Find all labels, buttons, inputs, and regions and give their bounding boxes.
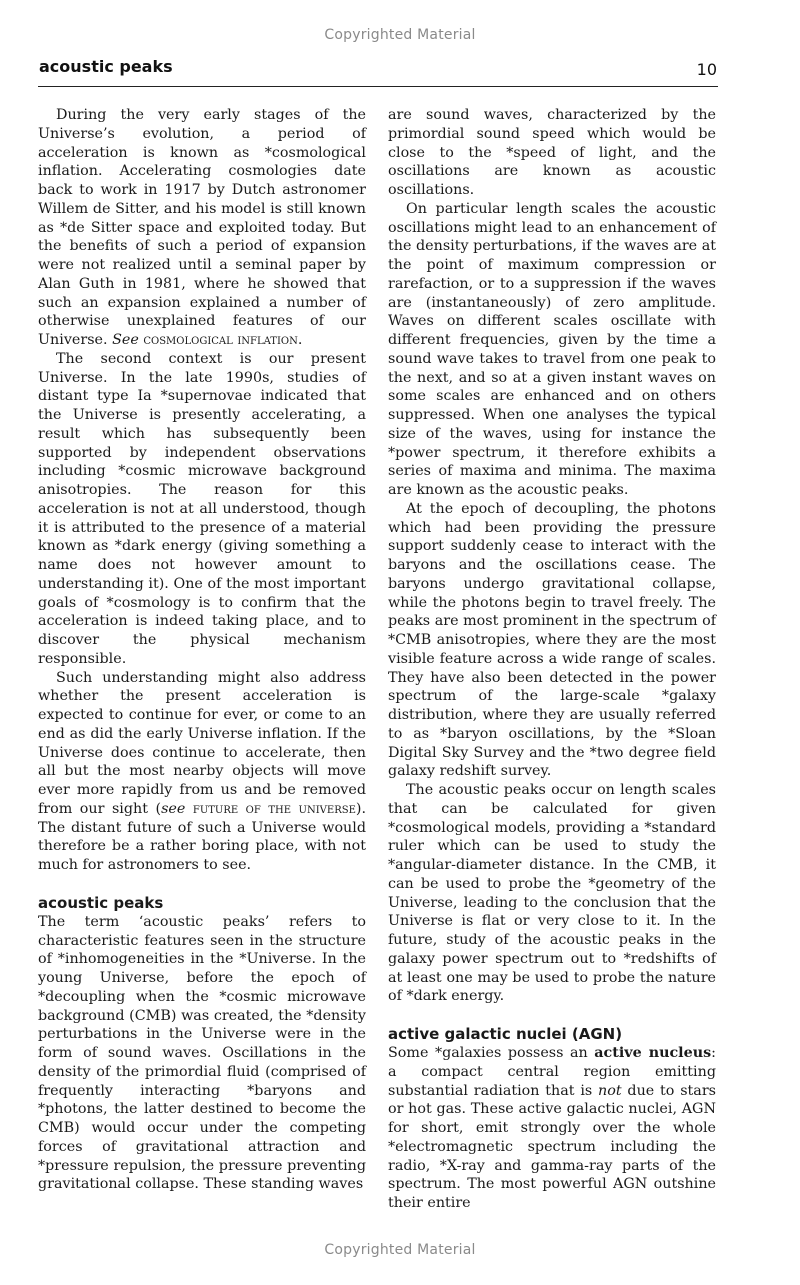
see-reference-label: see <box>161 800 186 817</box>
cross-reference-link[interactable]: future of the universe <box>192 800 356 817</box>
entry-heading-acoustic-peaks: acoustic peaks <box>38 893 164 912</box>
entry-heading-agn: active galactic nuclei (AGN) <box>388 1025 623 1043</box>
running-head-title: acoustic peaks <box>39 57 173 76</box>
paragraph-inflation: During the very early stages of the Universe’s evolution, a period of acceleration is known as *cosmological inflation. Accelerating cosmologies date back to work in 1917 by Dutch astronomer Willem de Sitter, and his model is still known as *de Sitter space and exploited today. But the benefits of such a period of expansion were not realized until a seminal paper by Alan Guth in 1981, where he showed that such an expansion explained a number of otherwise unexplained features of our Universe. See cosmological inflation. <box>38 107 366 348</box>
paragraph-present-universe: The second context is our present Universe. In the late 1990s, studies of distant type Ia *supernovae indicated that the Universe is presently accelerating, a result which has subsequently been supported by independent observations including *cosmic microwave background anisotropies. The reason for this acceleration is not at all understood, though it is attributed to the presence of a material known as *dark energy (giving something a name does not however amount to understanding it). One of the most important goals of *cosmology is to confirm that the acceleration is indeed taking place, and to discover the physical mechanism responsible. <box>38 350 366 667</box>
paragraph-sound-waves: are sound waves, characterized by the primordial sound speed which would be close to the *speed of light, and the oscillations are known as acoustic oscillations. <box>388 107 716 198</box>
paragraph-standard-ruler: The acoustic peaks occur on length scales that can be calculated for given *cosmological models, providing a *standard ruler which can be used to study the *angular-diameter distance. In the CMB, it can be used to probe the *geometry of the Universe, leading to the conclusion that the Universe is flat or very close to it. In the future, study of the acoustic peaks in the galaxy power spectrum out to *redshifts of at least one may be used to probe the nature of *dark energy. <box>388 782 716 1005</box>
see-reference-label: See <box>112 332 139 348</box>
copyright-watermark-top: Copyrighted Material <box>324 27 476 43</box>
paragraph-length-scales: On particular length scales the acoustic oscillations might lead to an enhancement of the density perturbations, if the waves are at the point of maximum compression or rarefaction, or to a suppression if the waves are (instantaneously) of zero amplitude. Waves on different scales oscillate with different frequencies, given by the time a sound wave takes to travel from one peak to the next, and so at a given instant waves on some scales are enhanced and on others suppressed. When one analyses the typical size of the waves, using for instance the *power spectrum, it therefore exhibits a series of maxima and minima. The maxima are known as the acoustic peaks. <box>388 200 716 498</box>
paragraph-acoustic-peaks-intro: The term ‘acoustic peaks’ refers to characteristic features seen in the structure of *inhomogeneities in the *Universe. In the young Universe, before the epoch of *decoupling when the *cosmic microwave background (CMB) was created, the *density perturbations in the Universe were in the form of sound waves. Oscillations in the density of the primordial fluid (comprised of frequently interacting *baryons and *photons, the latter destined to become the CMB) would occur under the competing forces of gravitational attraction and *pressure repulsion, the pressure preventing gravitational collapse. These standing waves <box>38 913 366 1193</box>
emphasis-not: not <box>598 1082 622 1099</box>
term-active-nucleus: active nucleus <box>594 1045 712 1061</box>
left-column <box>38 106 366 1194</box>
cross-reference-link[interactable]: cosmological inflation <box>143 332 298 348</box>
header-rule <box>38 86 718 87</box>
paragraph-agn-intro: Some *galaxies possess an active nucleus: a compact central region emitting substantial radiation that is not due to stars or hot gas. These active galactic nuclei, AGN for short, emit strongly over the whole *electromagnetic spectrum including the radio, *X-ray and gamma-ray parts of the spectrum. The most powerful AGN outshine their entire <box>388 1045 716 1211</box>
copyright-watermark-bottom: Copyrighted Material <box>324 1242 476 1258</box>
paragraph-decoupling: At the epoch of decoupling, the photons which had been providing the pressure support suddenly cease to interact with the baryons and the oscillations cease. The baryons undergo gravitational collapse, while the photons begin to travel freely. The peaks are most prominent in the spectrum of *CMB anisotropies, where they are the most visible feature across a wide range of scales. They have also been detected in the power spectrum of the large-scale *galaxy distribution, where they are usually referred to as *baryon oscillations, by the *Sloan Digital Sky Survey and the *two degree field galaxy redshift survey. <box>388 500 716 780</box>
page-number: 10 <box>696 60 717 79</box>
right-column <box>388 106 716 1213</box>
paragraph-future-acceleration: Such understanding might also address whether the present acceleration is expected to continue for ever, or come to an end as did the early Universe inflation. If the Universe does continue to accelerate, then all but the most nearby objects will move ever more rapidly from us and be removed from our sight (see future of the universe). The distant future of such a Universe would therefore be a rather boring place, with not much for astronomers to see. <box>38 669 366 873</box>
